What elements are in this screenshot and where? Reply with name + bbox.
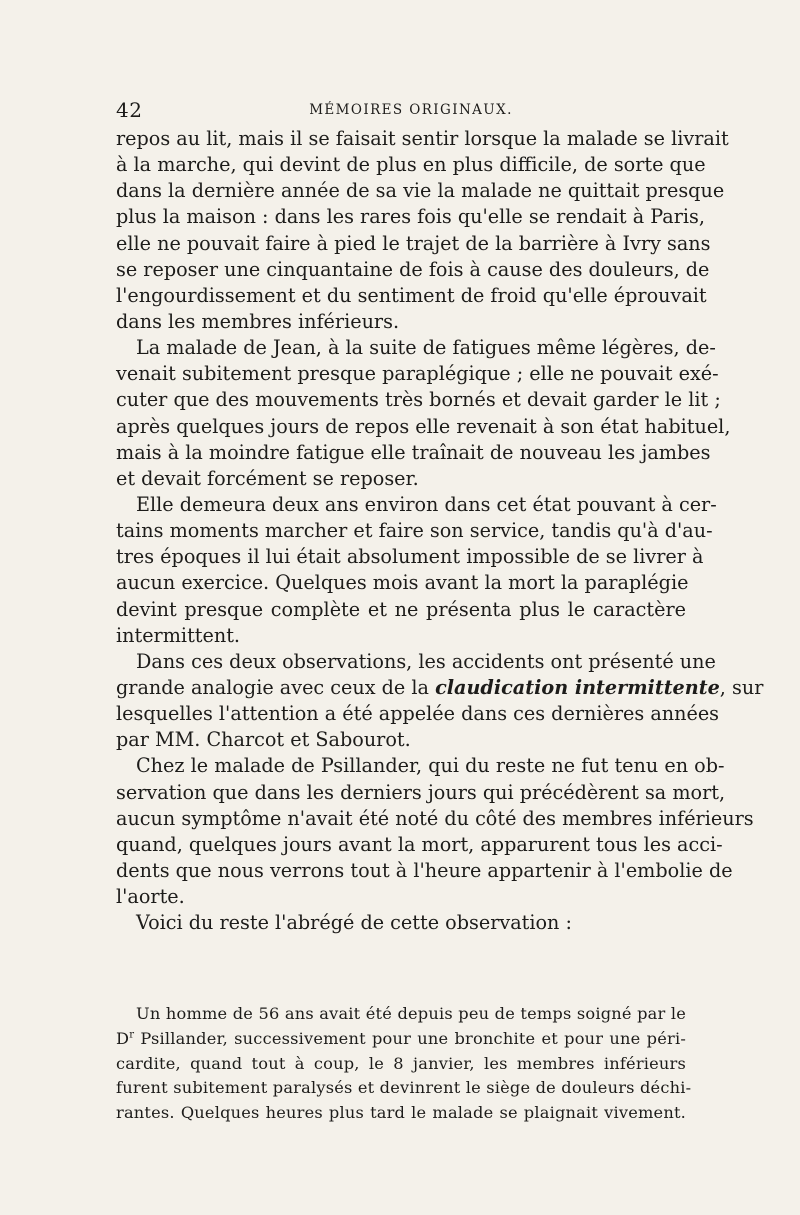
- running-head: [116, 98, 686, 122]
- text-line: lesquelles l'attention a été appelée dans ces dernières années: [116, 702, 720, 726]
- text-line: à la marche, qui devint de plus en plus difficile, de sorte que: [116, 153, 706, 177]
- text-line: mais à la moindre fatigue elle traînait de nouveau les jambes: [116, 440, 711, 464]
- text-line: devint presque complète et ne présenta plus le caractère: [116, 597, 686, 621]
- text-line: dans les membres inférieurs.: [116, 309, 400, 333]
- text-line: et devait forcément se reposer.: [116, 466, 419, 490]
- text-line: Chez le malade de Psillander, qui du reste ne fut tenu en ob-: [136, 754, 725, 778]
- excerpt-line: [116, 1027, 686, 1052]
- excerpt-line: Un homme de 56 ans avait été depuis peu de temps soigné par le: [136, 1004, 686, 1023]
- excerpt-line: rantes. Quelques heures plus tard le malade se plaignait vivement.: [116, 1103, 686, 1123]
- text-line: tres époques il lui était absolument impossible de se livrer à: [116, 545, 704, 569]
- paragraph: [116, 335, 731, 492]
- paragraph: [116, 910, 686, 936]
- running-title: MÉMOIRES ORIGINAUX.: [309, 102, 513, 118]
- text-line: tains moments marcher et faire son service, tandis qu'à d'au-: [116, 519, 713, 543]
- paragraph: [116, 753, 754, 910]
- excerpt-line: furent subitement paralysés et devinrent le siège de douleurs déchi-: [116, 1078, 692, 1098]
- text-line: se reposer une cinquantaine de fois à cause des douleurs, de: [116, 257, 710, 281]
- text-line: par MM. Charcot et Sabourot.: [116, 728, 411, 752]
- text-line: Dans ces deux observations, les accidents ont présenté une: [136, 649, 716, 673]
- text-segment: D: [116, 1028, 130, 1048]
- text-segment: , sur: [719, 675, 764, 699]
- text-line: servation que dans les derniers jours qui précédèrent sa mort,: [116, 780, 726, 804]
- text-line: l'engourdissement et du sentiment de froid qu'elle éprouvait: [116, 283, 707, 307]
- text-segment: grande analogie avec ceux de la: [116, 675, 436, 699]
- text-line: Elle demeura deux ans environ dans cet état pouvant à cer-: [136, 492, 717, 516]
- text-segment: Psillander, successivement pour une bronchite et pour une péri-: [134, 1028, 686, 1048]
- text-line: [116, 675, 764, 701]
- text-line: dents que nous verrons tout à l'heure appartenir à l'embolie de: [116, 858, 733, 882]
- observation-excerpt: [116, 1002, 692, 1126]
- text-line: venait subitement presque paraplégique ; elle ne pouvait exé-: [116, 362, 719, 386]
- italic-term: claudication intermittente: [435, 675, 720, 699]
- text-line: repos au lit, mais il se faisait sentir lorsque la malade se livrait: [116, 127, 729, 150]
- text-line: elle ne pouvait faire à pied le trajet de la barrière à Ivry sans: [116, 231, 711, 255]
- paragraph: [116, 126, 729, 335]
- body-text: [116, 126, 764, 936]
- text-line: aucun symptôme n'avait été noté du côté des membres inférieurs: [116, 806, 754, 830]
- text-line: quand, quelques jours avant la mort, apparurent tous les acci-: [116, 832, 723, 856]
- superscript: r: [129, 1029, 135, 1041]
- paragraph: [116, 492, 717, 649]
- text-line: Voici du reste l'abrégé de cette observation :: [136, 911, 572, 935]
- text-line: plus la maison : dans les rares fois qu'elle se rendait à Paris,: [116, 205, 706, 229]
- text-line: intermittent.: [116, 623, 241, 647]
- page-number: 42: [116, 98, 143, 122]
- text-line: aucun exercice. Quelques mois avant la mort la paraplégie: [116, 571, 689, 595]
- paragraph: [116, 649, 764, 754]
- text-line: dans la dernière année de sa vie la malade ne quittait presque: [116, 179, 725, 203]
- text-line: l'aorte.: [116, 885, 185, 909]
- text-line: La malade de Jean, à la suite de fatigues même légères, de-: [136, 336, 716, 360]
- text-line: après quelques jours de repos elle revenait à son état habituel,: [116, 414, 731, 438]
- excerpt-line: cardite, quand tout à coup, le 8 janvier, les membres inférieurs: [116, 1053, 686, 1073]
- text-line: cuter que des mouvements très bornés et devait garder le lit ;: [116, 388, 721, 412]
